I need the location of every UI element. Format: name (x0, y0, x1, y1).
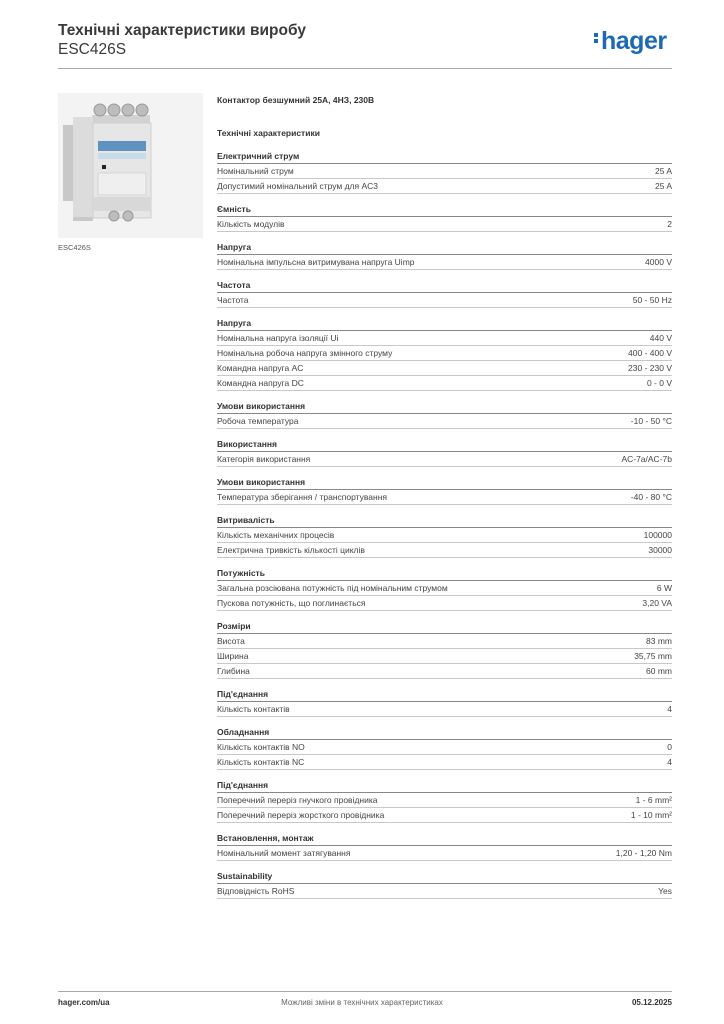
section-title: Під'єднання (217, 688, 672, 702)
spec-label: Командна напруга DC (217, 378, 304, 388)
hager-logo (594, 27, 667, 56)
section-title: Використання (217, 438, 672, 452)
spec-section (217, 279, 672, 308)
spec-value: 83 mm (646, 636, 672, 646)
footer-website: hager.com/ua (58, 998, 110, 1007)
spec-label: Ширина (217, 651, 249, 661)
section-title: Sustainability (217, 870, 672, 884)
spec-section (217, 620, 672, 679)
spec-value: 4 (667, 757, 672, 767)
spec-label: Кількість контактів NO (217, 742, 305, 752)
spec-value: 30000 (648, 545, 672, 555)
spec-row (217, 846, 672, 861)
spec-label: Загальна розсіювана потужність під номінальним струмом (217, 583, 448, 593)
spec-label: Поперечний переріз гнучкого провідника (217, 795, 378, 805)
logo-text: hager (601, 27, 667, 55)
section-title: Встановлення, монтаж (217, 832, 672, 846)
spec-section (217, 317, 672, 391)
section-title: Розміри (217, 620, 672, 634)
spec-value: 0 (667, 742, 672, 752)
product-image (58, 93, 203, 238)
spec-row (217, 702, 672, 717)
spec-section (217, 476, 672, 505)
spec-sections (217, 150, 672, 899)
spec-label: Номінальна робоча напруга змінного струму (217, 348, 393, 358)
spec-value: 60 mm (646, 666, 672, 676)
spec-section (217, 241, 672, 270)
header-divider (58, 68, 672, 69)
section-title: Частота (217, 279, 672, 293)
spec-row (217, 361, 672, 376)
spec-value: 25 A (654, 181, 672, 191)
spec-row (217, 217, 672, 232)
section-title: Потужність (217, 567, 672, 581)
spec-row (217, 490, 672, 505)
section-title: Витривалість (217, 514, 672, 528)
spec-row (217, 755, 672, 770)
spec-value: 400 - 400 V (628, 348, 672, 358)
spec-row (217, 808, 672, 823)
section-title: Ємність (217, 203, 672, 217)
spec-row (217, 331, 672, 346)
section-title: Електричний струм (217, 150, 672, 164)
spec-value: 35,75 mm (634, 651, 672, 661)
spec-row (217, 293, 672, 308)
spec-label: Кількість модулів (217, 219, 285, 229)
spec-label: Температура зберігання / транспортування (217, 492, 388, 502)
spec-section (217, 514, 672, 558)
spec-value: -40 - 80 °C (630, 492, 672, 502)
section-title: Напруга (217, 241, 672, 255)
section-title: Напруга (217, 317, 672, 331)
spec-value: 25 A (654, 166, 672, 176)
spec-row (217, 884, 672, 899)
spec-label: Пускова потужність, що поглинається (217, 598, 366, 608)
spec-value: 50 - 50 Hz (632, 295, 672, 305)
spec-value: 230 - 230 V (628, 363, 672, 373)
spec-section (217, 779, 672, 823)
product-title: Контактор безшумний 25A, 4НЗ, 230В (217, 95, 375, 105)
spec-row (217, 543, 672, 558)
spec-row (217, 581, 672, 596)
spec-section (217, 870, 672, 899)
section-title: Умови використання (217, 400, 672, 414)
spec-row (217, 376, 672, 391)
spec-row (217, 164, 672, 179)
spec-value: 0 - 0 V (646, 378, 672, 388)
spec-row (217, 664, 672, 679)
spec-row (217, 414, 672, 429)
spec-label: Робоча температура (217, 416, 299, 426)
spec-section (217, 438, 672, 467)
footer-divider (58, 991, 672, 992)
spec-label: Номінальний момент затягування (217, 848, 351, 858)
spec-row (217, 452, 672, 467)
section-title: Під'єднання (217, 779, 672, 793)
spec-row (217, 255, 672, 270)
spec-label: Кількість контактів (217, 704, 290, 714)
spec-value: 1 - 10 mm² (630, 810, 672, 820)
spec-value: 2 (667, 219, 672, 229)
spec-label: Поперечний переріз жорсткого провідника (217, 810, 385, 820)
spec-row (217, 528, 672, 543)
spec-row (217, 596, 672, 611)
spec-label: Глибина (217, 666, 250, 676)
spec-label: Частота (217, 295, 249, 305)
contactor-device-icon (58, 93, 203, 238)
spec-row (217, 793, 672, 808)
spec-value: 100000 (643, 530, 672, 540)
spec-value: 1,20 - 1,20 Nm (615, 848, 672, 858)
spec-value: 4000 V (645, 257, 672, 267)
spec-section (217, 567, 672, 611)
spec-value: 4 (667, 704, 672, 714)
spec-section (217, 400, 672, 429)
spec-row (217, 634, 672, 649)
footer-date: 05.12.2025 (631, 998, 672, 1007)
spec-value: -10 - 50 °C (630, 416, 672, 426)
spec-section (217, 203, 672, 232)
specs-heading: Технічні характеристики (217, 128, 320, 138)
section-title: Умови використання (217, 476, 672, 490)
spec-content (217, 93, 672, 908)
spec-row (217, 179, 672, 194)
spec-value: 1 - 6 mm² (635, 795, 672, 805)
spec-label: Допустимий номінальний струм для AC3 (217, 181, 378, 191)
footer-disclaimer: Можливі зміни в технічних характеристиках (281, 998, 443, 1007)
spec-label: Командна напруга AC (217, 363, 304, 373)
spec-row (217, 346, 672, 361)
spec-row (217, 649, 672, 664)
spec-label: Категорія використання (217, 454, 311, 464)
section-title: Обладнання (217, 726, 672, 740)
spec-value: 6 W (656, 583, 672, 593)
spec-section (217, 150, 672, 194)
spec-section (217, 688, 672, 717)
spec-value: AC-7a/AC-7b (621, 454, 672, 464)
spec-label: Висота (217, 636, 245, 646)
spec-label: Електрична тривкість кількості циклів (217, 545, 365, 555)
spec-label: Номінальна напруга ізоляції Ui (217, 333, 339, 343)
spec-label: Номінальна імпульсна витримувана напруга Uimp (217, 257, 415, 267)
spec-value: 3,20 VA (642, 598, 672, 608)
product-code: ESC426S (58, 41, 127, 58)
spec-label: Номінальний струм (217, 166, 294, 176)
page-title: Технічні характеристики виробу (58, 22, 306, 39)
spec-label: Кількість механічних процесів (217, 530, 335, 540)
spec-section (217, 832, 672, 861)
spec-value: 440 V (649, 333, 672, 343)
spec-section (217, 726, 672, 770)
image-caption: ESC426S (58, 243, 91, 252)
logo-dots-icon (594, 31, 599, 45)
spec-row (217, 740, 672, 755)
spec-value: Yes (658, 886, 672, 896)
spec-label: Кількість контактів NC (217, 757, 305, 767)
spec-label: Відповідність RoHS (217, 886, 295, 896)
